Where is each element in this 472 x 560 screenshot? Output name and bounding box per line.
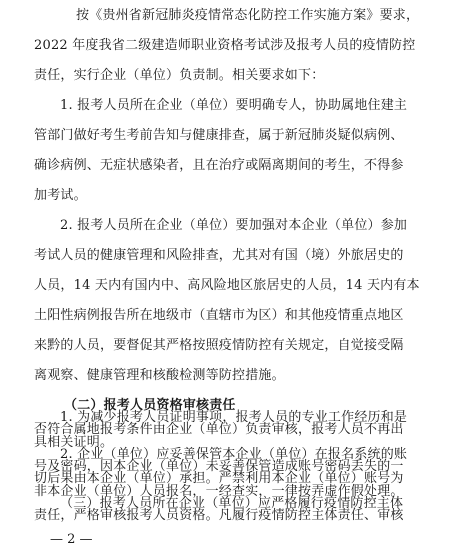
paragraph-line: 人员，14 天内有国内中、高风险地区旅居史的人员，14 天内有本 bbox=[34, 278, 420, 293]
paragraph-line: （三）报考人员所在企业（单位）应严格履行疫情防控主体 bbox=[60, 495, 404, 511]
paragraph-line: 切后果由本企业（单位）承担。严禁利用本企业（单位）账号为 bbox=[34, 471, 404, 487]
paragraph-line: 具相关证明。 bbox=[34, 434, 114, 450]
section-heading: （二）报考人员资格审核责任 bbox=[64, 398, 236, 413]
paragraph-line: 2. 报考人员所在企业（单位）要加强对本企业（单位）参加 bbox=[60, 218, 408, 233]
paragraph-line: 责任，严格审核报考人员资格。凡履行疫情防控主体责任、审核 bbox=[34, 508, 404, 523]
page-number: — 2 — bbox=[50, 532, 93, 547]
paragraph-line: 离观察、健康管理和核酸检测等防控措施。 bbox=[34, 368, 285, 383]
paragraph-line: 考试人员的健康管理和风险排查，尤其对有国（境）外旅居史的 bbox=[34, 248, 404, 263]
paragraph-line: 责任，实行企业（单位）负责制。相关要求如下： bbox=[34, 68, 325, 83]
paragraph-line: 1. 为减少报考人员证明事项，报考人员的专业工作经历和是 bbox=[60, 410, 408, 426]
paragraph-line: 非本企业（单位）人员报名，一经查实，一律按弄虚作假处理。 bbox=[34, 483, 404, 499]
paragraph-line: 土阳性病例报告所在地级市（直辖市为区）和其他疫情重点地区 bbox=[34, 308, 404, 323]
paragraph-line: 加考试。 bbox=[34, 188, 87, 203]
paragraph-line: 管部门做好考生考前告知与健康排查，属于新冠肺炎疑似病例、 bbox=[34, 128, 404, 143]
paragraph-line: 确诊病例、无症状感染者，且在治疗或隔离期间的考生，不得参 bbox=[34, 158, 404, 173]
paragraph-line: 按《贵州省新冠肺炎疫情常态化防控工作实施方案》要求， bbox=[76, 8, 420, 23]
paragraph-line: 2022 年度我省二级建造师职业资格考试涉及报考人员的疫情防控 bbox=[34, 38, 416, 53]
paragraph-line: 1. 报考人员所在企业（单位）要明确专人，协助属地住建主 bbox=[60, 98, 408, 113]
paragraph-line: 2. 企业（单位）应妥善保管本企业（单位）在报名系统的账 bbox=[60, 446, 408, 462]
paragraph-line: 否符合属地报考条件由企业（单位）负责审核，报考人员不再出 bbox=[34, 422, 404, 438]
paragraph-line: 来黔的人员，要督促其严格按照疫情防控有关规定，自觉接受隔 bbox=[34, 338, 404, 353]
paragraph-line: 号及密码，因本企业（单位）未妥善保管造成账号密码丢失的一 bbox=[34, 459, 404, 475]
